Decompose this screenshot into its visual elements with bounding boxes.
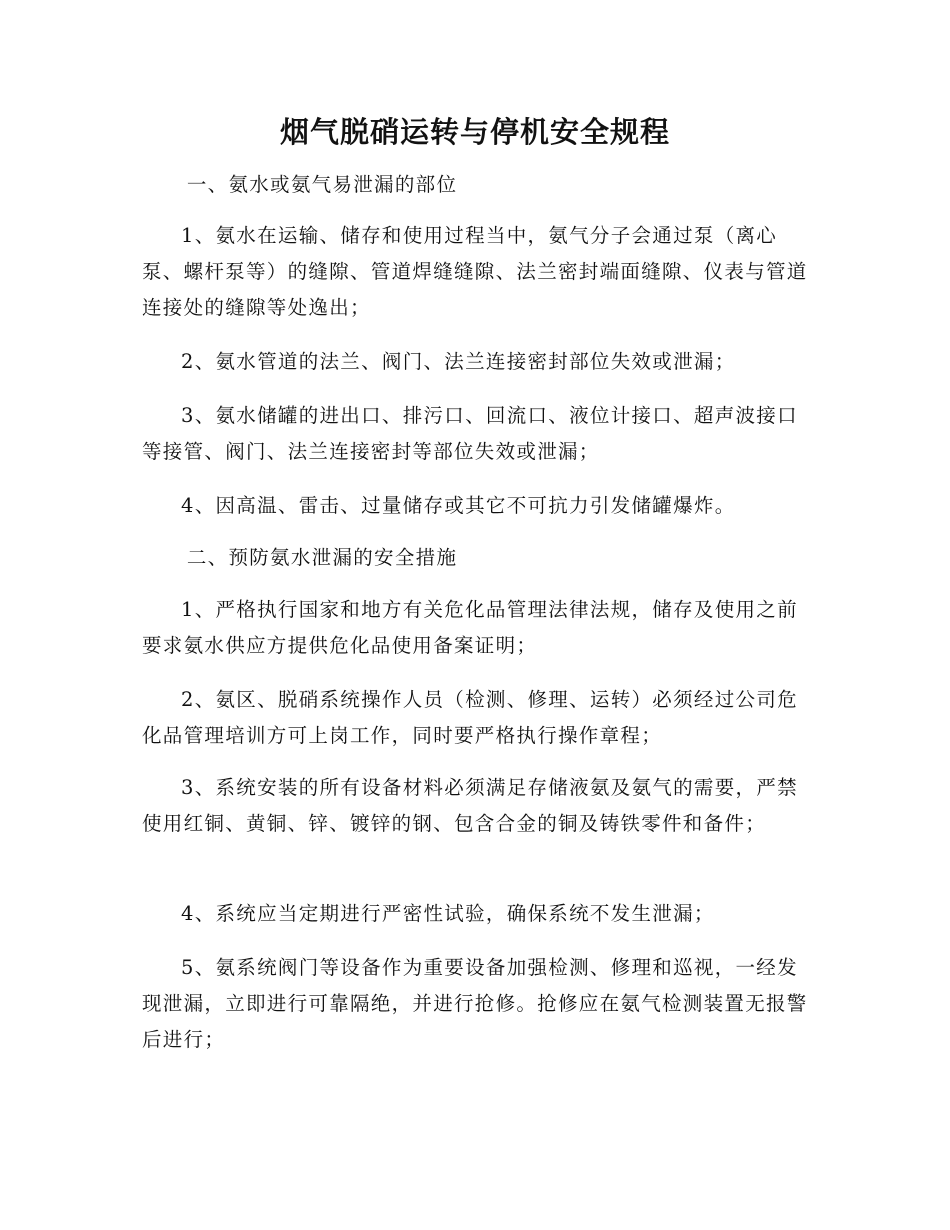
paragraph-2-1: 1、严格执行国家和地方有关危化品管理法律法规，储存及使用之前要求氨水供应方提供危化品使用备案证明； <box>142 598 798 657</box>
paragraph-2-2: 2、氨区、脱硝系统操作人员（检测、修理、运转）必须经过公司危化品管理培训方可上岗工作，同时要严格执行操作章程； <box>142 688 798 747</box>
paragraph-2-5: 5、氨系统阀门等设备作为重要设备加强检测、修理和巡视，一经发现泄漏，立即进行可靠隔绝，并进行抢修。抢修应在氨气检测装置无报警后进行； <box>142 956 808 1051</box>
section-heading-2: 二、预防氨水泄漏的安全措施 <box>186 546 458 569</box>
paragraph-1-3: 3、氨水储罐的进出口、排污口、回流口、液位计接口、超声波接口等接管、阀门、法兰连接密封等部位失效或泄漏； <box>142 404 798 463</box>
paragraph-1-2: 2、氨水管道的法兰、阀门、法兰连接密封部位失效或泄漏； <box>181 350 736 373</box>
paragraph-2-3: 3、系统安装的所有设备材料必须满足存储液氨及氨气的需要，严禁使用红铜、黄铜、锌、镀锌的钢、包含合金的铜及铸铁零件和备件； <box>142 776 798 835</box>
paragraph-1-4: 4、因高温、雷击、过量储存或其它不可抗力引发储罐爆炸。 <box>181 494 736 517</box>
section-heading-1: 一、氨水或氨气易泄漏的部位 <box>186 173 458 196</box>
paragraph-2-4: 4、系统应当定期进行严密性试验，确保系统不发生泄漏； <box>181 902 715 925</box>
document-title: 烟气脱硝运转与停机安全规程 <box>279 115 670 149</box>
paragraph-1-1: 1、氨水在运输、储存和使用过程当中，氨气分子会通过泵（离心泵、螺杆泵等）的缝隙、管道焊缝缝隙、法兰密封端面缝隙、仪表与管道连接处的缝隙等处逸出； <box>142 224 808 319</box>
